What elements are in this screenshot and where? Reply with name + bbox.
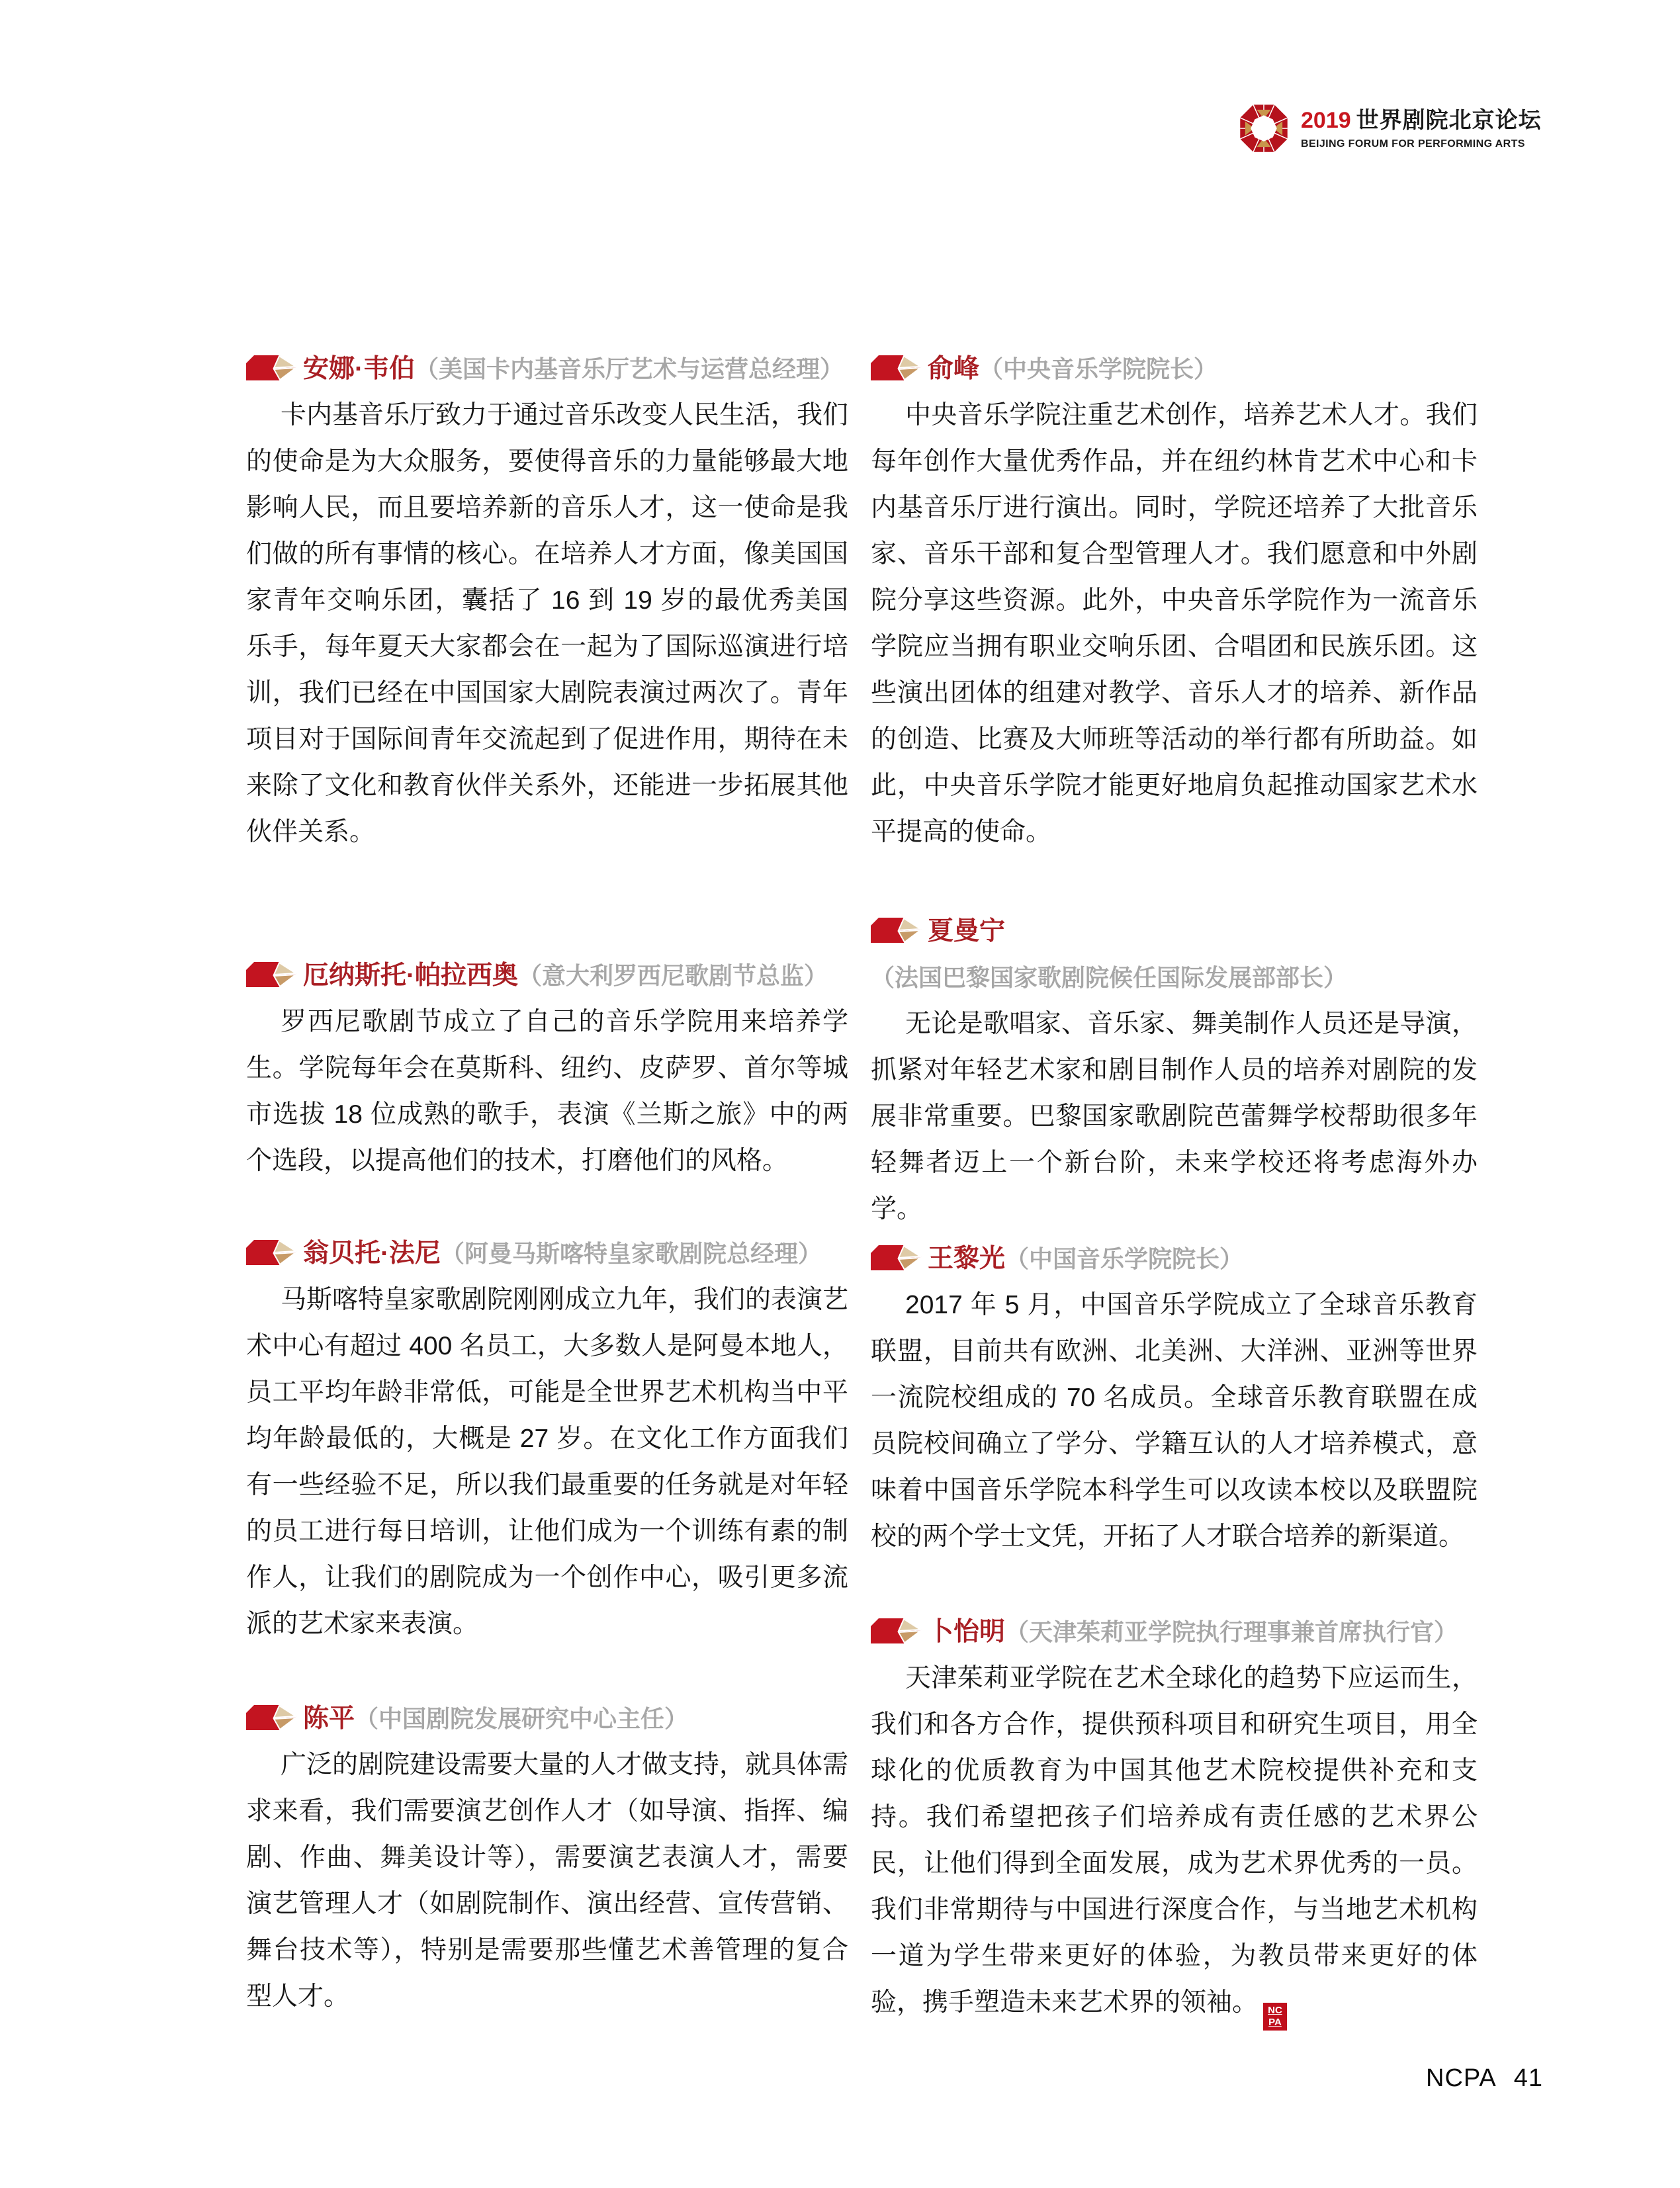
speaker-section-left-4 xyxy=(246,1696,848,2020)
speaker-quote: 中央音乐学院注重艺术创作，培养艺术人才。我们每年创作大量优秀作品，并在纽约林肯艺术中心和卡内基音乐厅进行演出。同时，学院还培养了大批音乐家、音乐干部和复合型管理人才。我们愿意和中外剧院分享这些资源。此外，中央音乐学院作为一流音乐学院应当拥有职业交响乐团、合唱团和民族乐团。这些演出团体的组建对教学、音乐人才的培养、新作品的创造、比赛及大师班等活动的举行都有所助益。如此，中央音乐学院才能更好地肩负起推动国家艺术水平提高的使命。 xyxy=(871,401,1478,846)
speaker-name: 陈平 xyxy=(303,1704,355,1733)
speaker-title: （意大利罗西尼歌剧节总监） xyxy=(518,962,828,989)
header-title-cn: 世界剧院北京论坛 xyxy=(1356,108,1542,133)
speaker-quote: 天津茱莉亚学院在艺术全球化的趋势下应运而生，我们和各方合作，提供预科项目和研究生项目，用全球化的优质教育为中国其他艺术院校提供补充和支持。我们希望把孩子们培养成有责任感的艺术界公民，让他们得到全面发展，成为艺术界优秀的一员。我们非常期待与中国进行深度合作，与当地艺术机构一道为学生带来更好的体验，为教员带来更好的体验，携手塑造未来艺术界的领袖。 NC PA xyxy=(871,1655,1478,2031)
header-title-en: BEIJING FORUM FOR PERFORMING ARTS xyxy=(1301,138,1525,150)
speaker-title: （天津茱莉亚学院执行理事兼首席执行官） xyxy=(1005,1618,1458,1645)
gem-bullet-icon xyxy=(246,1240,298,1265)
gem-bullet-icon xyxy=(246,1705,298,1730)
speaker-heading xyxy=(871,1609,1478,1655)
speaker-name: 翁贝托·法尼 xyxy=(303,1239,441,1268)
speaker-quote: 罗西尼歌剧节成立了自己的音乐学院用来培养学生。学院每年会在莫斯科、纽约、皮萨罗、首尔等城市选拔 18 位成熟的歌手，表演《兰斯之旅》中的两个选段，以提高他们的技术，打磨他们的风格。 xyxy=(246,1008,848,1175)
header-year: 2019 xyxy=(1301,108,1351,133)
speaker-section-left-2 xyxy=(246,953,848,1184)
speaker-section-left-3 xyxy=(246,1231,848,1647)
speaker-heading xyxy=(246,953,848,999)
speaker-title: （中央音乐学院院长） xyxy=(979,355,1218,382)
speaker-quote: 广泛的剧院建设需要大量的人才做支持，就具体需求来看，我们需要演艺创作人才（如导演、指挥、编剧、作曲、舞美设计等），需要演艺表演人才，需要演艺管理人才（如剧院制作、演出经营、宣传营销、舞台技术等），特别是需要那些懂艺术善管理的复合型人才。 xyxy=(246,1751,849,2011)
gem-bullet-icon xyxy=(871,355,922,380)
speaker-heading xyxy=(246,1231,848,1277)
speaker-quote: 无论是歌唱家、音乐家、舞美制作人员还是导演，抓紧对年轻艺术家和剧目制作人员的培养对剧院的发展非常重要。巴黎国家歌剧院芭蕾舞学校帮助很多年轻舞者迈上一个新台阶，未来学校还将考虑海外办学。 xyxy=(871,1010,1478,1223)
speaker-heading xyxy=(871,346,1478,392)
gem-bullet-icon xyxy=(871,1245,922,1270)
masthead-title xyxy=(1301,107,1542,134)
speaker-name: 夏曼宁 xyxy=(928,917,1006,945)
speaker-name: 厄纳斯托·帕拉西奥 xyxy=(303,961,518,990)
speaker-quote: 卡内基音乐厅致力于通过音乐改变人民生活，我们的使命是为大众服务，要使得音乐的力量能够最大地影响人民，而且要培养新的音乐人才，这一使命是我们做的所有事情的核心。在培养人才方面，像美国国家青年交响乐团，囊括了 16 到 19 岁的最优秀美国乐手，每年夏天大家都会在一起为了国际巡演进行培训，我们已经在中国国家大剧院表演过两次了。青年项目对于国际间青年交流起到了促进作用，期待在未来除了文化和教育伙伴关系外，还能进一步拓展其他伙伴关系。 xyxy=(246,401,849,846)
footer-page-number: 41 xyxy=(1513,2064,1544,2092)
forum-gem-logo-icon xyxy=(1239,103,1289,153)
speaker-heading xyxy=(246,346,848,392)
gem-bullet-icon xyxy=(246,962,298,987)
speaker-heading xyxy=(246,1696,848,1742)
speaker-name: 安娜·韦伯 xyxy=(303,355,415,383)
speaker-title: （法国巴黎国家歌剧院候任国际发展部部长） xyxy=(871,964,1348,991)
masthead-text xyxy=(1301,103,1542,150)
footer-brand: NCPA xyxy=(1426,2064,1497,2092)
speaker-title: （美国卡内基音乐厅艺术与运营总经理） xyxy=(415,355,844,382)
speaker-section-left-1 xyxy=(246,346,848,855)
speaker-title: （阿曼马斯喀特皇家歌剧院总经理） xyxy=(441,1240,822,1267)
page-header xyxy=(1239,103,1542,153)
speaker-section-right-4 xyxy=(871,1609,1478,2031)
gem-bullet-icon xyxy=(871,918,922,943)
speaker-title: （中国剧院发展研究中心主任） xyxy=(355,1705,689,1732)
speaker-section-right-1 xyxy=(871,346,1478,855)
page-footer xyxy=(1426,2064,1543,2093)
speaker-section-right-2 xyxy=(871,908,1478,1233)
speaker-name: 俞峰 xyxy=(928,355,980,383)
gem-bullet-icon xyxy=(871,1618,922,1643)
gem-bullet-icon xyxy=(246,355,298,380)
speaker-heading xyxy=(871,1236,1478,1282)
speaker-quote: 马斯喀特皇家歌剧院刚刚成立九年，我们的表演艺术中心有超过 400 名员工，大多数人是阿曼本地人，员工平均年龄非常低，可能是全世界艺术机构当中平均年龄最低的，大概是 27 岁。在文化工作方面我们有一些经验不足，所以我们最重要的任务就是对年轻的员工进行每日培训，让他们成为一个训练有素的制作人，让我们的剧院成为一个创作中心，吸引更多流派的艺术家来表演。 xyxy=(246,1286,849,1638)
speaker-title: （中国音乐学院院长） xyxy=(1005,1245,1244,1272)
speaker-name: 卜怡明 xyxy=(928,1618,1006,1646)
speaker-name: 王黎光 xyxy=(928,1245,1006,1273)
speaker-quote: 2017 年 5 月，中国音乐学院成立了全球音乐教育联盟，目前共有欧洲、北美洲、大洋洲、亚洲等世界一流院校组成的 70 名成员。全球音乐教育联盟在成员院校间确立了学分、学籍互认的人才培养模式，意味着中国音乐学院本科学生可以攻读本校以及联盟院校的两个学士文凭，开拓了人才联合培养的新渠道。 xyxy=(871,1291,1478,1551)
ncpa-end-mark: NC PA xyxy=(1263,2003,1287,2031)
speaker-section-right-3 xyxy=(871,1236,1478,1560)
speaker-heading xyxy=(871,908,1478,1001)
